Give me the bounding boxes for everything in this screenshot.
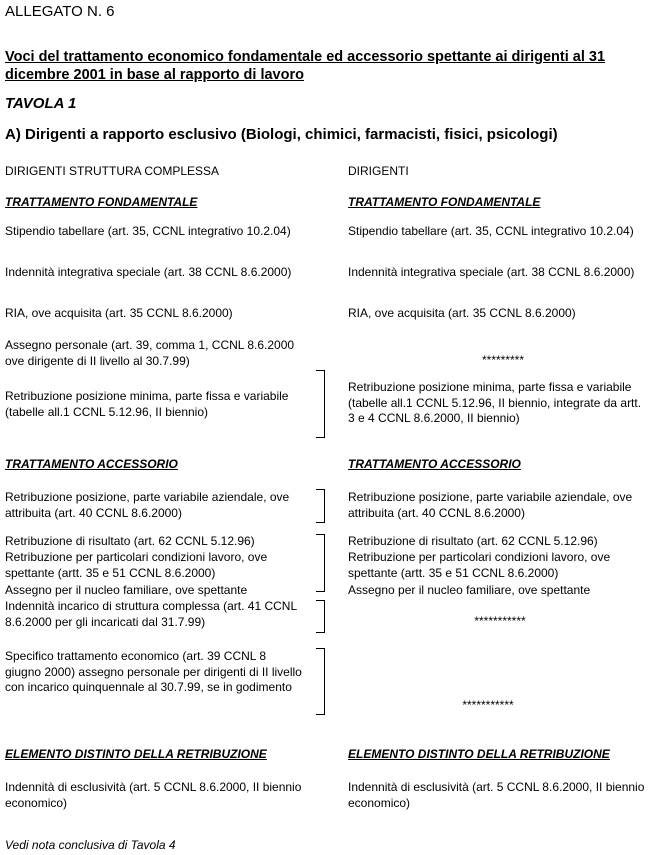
- left-nucleo-familiare: Assegno per il nucleo familiare, ove spettante: [5, 583, 248, 597]
- right-stars-1: *********: [481, 353, 525, 367]
- right-stipendio: Stipendio tabellare (art. 35, CCNL integrativo 10.2.04): [348, 224, 634, 238]
- right-retribuzione-minima: Retribuzione posizione minima, parte fissa e variabile (tabelle all.1 CCNL 5.12.96, II biennio, integrate da artt. 3 e 4 CCNL 8.6.2000, II biennio): [348, 380, 642, 425]
- right-heading-elemento: ELEMENTO DISTINTO DELLA RETRIBUZIONE: [348, 747, 610, 761]
- document-title: Voci del trattamento economico fondamentale ed accessorio spettante ai dirigenti al 31 dicembre 2001 in base al rapporto di lavoro: [5, 49, 606, 83]
- right-risultato: Retribuzione di risultato (art. 62 CCNL 5.12.96): [348, 534, 598, 548]
- right-esclusivita: Indennità di esclusività (art. 5 CCNL 8.6.2000, II biennio economico): [348, 780, 645, 810]
- left-stipendio: Stipendio tabellare (art. 35, CCNL integrativo 10.2.04): [5, 224, 291, 238]
- left-heading-accessorio: TRATTAMENTO ACCESSORIO: [5, 457, 178, 471]
- bracket-3: [316, 534, 325, 592]
- left-risultato: Retribuzione di risultato (art. 62 CCNL 5.12.96): [5, 534, 255, 548]
- bracket-1: [316, 370, 325, 438]
- right-column-title: DIRIGENTI: [348, 164, 409, 178]
- section-title: A) Dirigenti a rapporto esclusivo (Biologi, chimici, farmacisti, fisici, psicologi): [5, 126, 558, 143]
- left-specifico: Specifico trattamento economico (art. 39 CCNL 8 giugno 2000) assegno personale per dirigenti di II livello con incarico quinquennale al 30.7.99, se in godimento: [5, 649, 302, 694]
- left-esclusivita: Indennità di esclusività (art. 5 CCNL 8.6.2000, II biennio economico): [5, 780, 302, 810]
- left-retribuzione-minima: Retribuzione posizione minima, parte fissa e variabile (tabelle all.1 CCNL 5.12.96, II biennio): [5, 389, 289, 419]
- left-indennita-integrativa: Indennità integrativa speciale (art. 38 CCNL 8.6.2000): [5, 265, 292, 279]
- right-indennita-integrativa: Indennità integrativa speciale (art. 38 CCNL 8.6.2000): [348, 265, 635, 279]
- left-condizioni-lavoro: Retribuzione per particolari condizioni lavoro, ove spettante (artt. 35 e 51 CCNL 8.6.2000): [5, 550, 268, 580]
- tavola-label: TAVOLA 1: [5, 95, 77, 112]
- right-stars-3: ***********: [462, 698, 514, 712]
- bracket-5: [316, 648, 325, 715]
- right-nucleo-familiare: Assegno per il nucleo familiare, ove spettante: [348, 583, 591, 597]
- right-condizioni-lavoro: Retribuzione per particolari condizioni lavoro, ove spettante (artt. 35 e 51 CCNL 8.6.2000): [348, 550, 611, 580]
- right-heading-fondamentale: TRATTAMENTO FONDAMENTALE: [348, 195, 541, 209]
- bracket-4: [316, 600, 325, 633]
- right-posizione-variabile: Retribuzione posizione, parte variabile aziendale, ove attribuita (art. 40 CCNL 8.6.2000): [348, 490, 633, 520]
- bracket-2: [316, 489, 325, 523]
- left-incarico-struttura: Indennità incarico di struttura complessa (art. 41 CCNL 8.6.2000 per gli incaricati dal 31.7.99): [5, 599, 297, 629]
- left-assegno-personale: Assegno personale (art. 39, comma 1, CCNL 8.6.2000 ove dirigente di II livello al 30.7.99): [5, 338, 295, 368]
- left-ria: RIA, ove acquisita (art. 35 CCNL 8.6.2000): [5, 306, 233, 320]
- right-stars-2: ***********: [474, 614, 526, 628]
- allegato-label: ALLEGATO N. 6: [5, 3, 115, 20]
- right-heading-accessorio: TRATTAMENTO ACCESSORIO: [348, 457, 521, 471]
- left-heading-fondamentale: TRATTAMENTO FONDAMENTALE: [5, 195, 198, 209]
- left-column-title: DIRIGENTI STRUTTURA COMPLESSA: [5, 164, 220, 178]
- left-posizione-variabile: Retribuzione posizione, parte variabile aziendale, ove attribuita (art. 40 CCNL 8.6.2000): [5, 490, 290, 520]
- footer-note: Vedi nota conclusiva di Tavola 4: [5, 838, 176, 852]
- right-ria: RIA, ove acquisita (art. 35 CCNL 8.6.2000): [348, 306, 576, 320]
- left-heading-elemento: ELEMENTO DISTINTO DELLA RETRIBUZIONE: [5, 747, 267, 761]
